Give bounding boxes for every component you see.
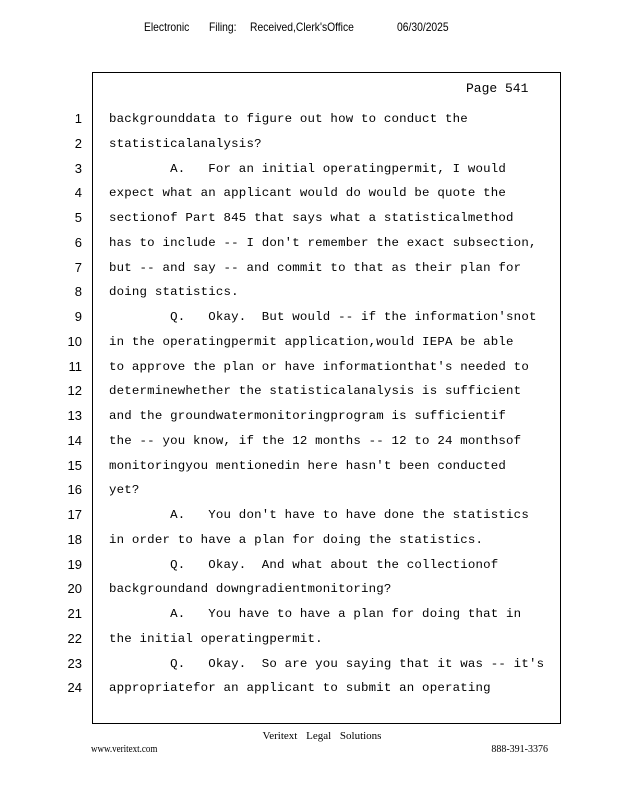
line-number: 23 [67, 655, 82, 671]
line-text: A. You have to have a plan for doing that in [109, 607, 522, 621]
filing-received: Received,Clerk'sOffice [250, 20, 354, 34]
line-number: 18 [67, 531, 82, 547]
line-text: and the groundwatermonitoringprogram is sufficientif [109, 409, 507, 423]
line-text: sectionof Part 845 that says what a statisticalmethod [109, 211, 514, 225]
filing-header [0, 20, 618, 36]
line-text: Q. Okay. So are you saying that it was -- it's [109, 656, 545, 671]
line-number: 7 [74, 259, 82, 275]
line-number: 2 [74, 135, 82, 151]
line-number: 4 [74, 185, 82, 201]
line-text: backgrounddata to figure out how to conduct the [109, 112, 468, 126]
line-number: 22 [67, 630, 82, 646]
line-number: 19 [67, 556, 82, 572]
footer-company: Veritext Legal Solutions [262, 730, 382, 742]
line-text: statisticalanalysis? [109, 136, 262, 151]
line-text: monitoringyou mentionedin here hasn't been conducted [109, 458, 507, 473]
line-text: doing statistics. [109, 285, 239, 300]
line-text: has to include -- I don't remember the exact subsection, [109, 235, 537, 250]
line-text: A. For an initial operatingpermit, I would [109, 161, 507, 176]
filing-electronic: Electronic [144, 20, 190, 34]
line-number: 15 [67, 457, 82, 473]
line-text: in the operatingpermit application,would IEPA be able [109, 334, 514, 349]
line-number: 9 [74, 309, 82, 324]
line-text: but -- and say -- and commit to that as their plan for [109, 260, 522, 275]
line-number: 8 [74, 284, 82, 300]
line-text: the initial operatingpermit. [109, 631, 323, 646]
line-number: 17 [67, 507, 82, 522]
line-number: 16 [67, 482, 82, 498]
filing-label: Filing: [209, 20, 237, 34]
line-number: 6 [74, 234, 82, 250]
line-number: 5 [74, 210, 82, 225]
line-number: 20 [67, 581, 82, 597]
line-text: backgroundand downgradientmonitoring? [109, 582, 392, 597]
footer-website: www.veritext.com [91, 744, 158, 755]
line-text: the -- you know, if the 12 months -- 12 to 24 monthsof [109, 433, 522, 448]
line-text: determinewhether the statisticalanalysis is sufficient [109, 384, 522, 399]
line-number: 14 [67, 432, 82, 448]
line-number: 10 [67, 333, 82, 349]
line-number: 3 [74, 160, 82, 176]
line-text: in order to have a plan for doing the statistics. [109, 532, 484, 547]
line-text: Q. Okay. But would -- if the information'snot [109, 310, 537, 324]
line-number: 11 [68, 358, 82, 374]
line-text: Q. Okay. And what about the collectionof [109, 557, 499, 572]
line-number: 24 [67, 680, 82, 696]
line-text: expect what an applicant would do would be quote the [109, 186, 507, 201]
footer-phone: 888-391-3376 [491, 744, 548, 755]
line-number: 13 [67, 408, 82, 423]
line-text: to approve the plan or have informationthat's needed to [109, 359, 529, 374]
filing-date: 06/30/2025 [397, 20, 449, 34]
line-text: appropriatefor an applicant to submit an operating [109, 681, 491, 696]
line-number: 12 [67, 383, 82, 399]
line-text: yet? [109, 483, 140, 498]
line-number: 21 [67, 606, 82, 621]
line-number: 1 [74, 111, 82, 126]
line-text: A. You don't have to have done the statistics [109, 508, 529, 522]
page-number: Page 541 [466, 81, 529, 96]
